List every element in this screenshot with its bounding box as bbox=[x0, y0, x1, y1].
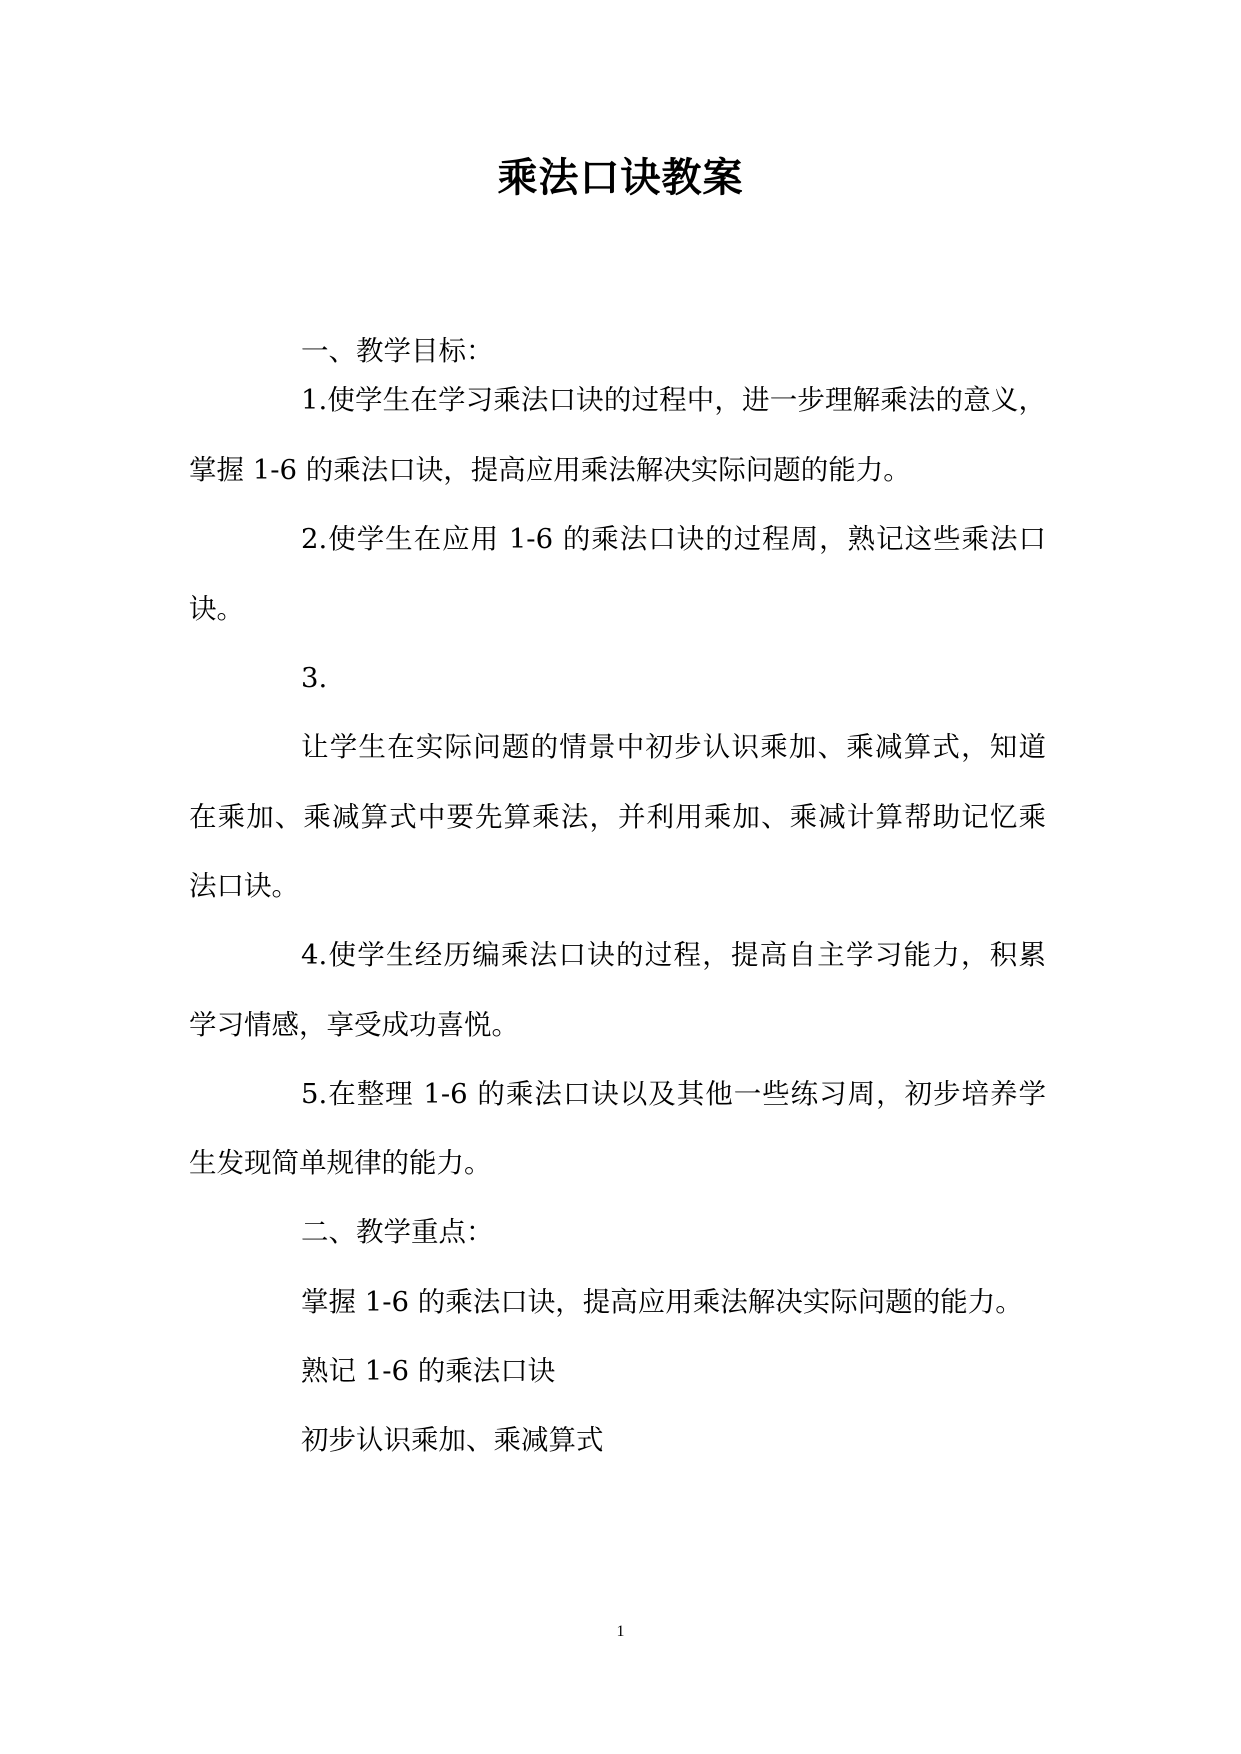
objective-4-line-1: 4.使学生经历编乘法口诀的过程，提高自主学习能力，积累 bbox=[301, 939, 1046, 971]
objective-1-line-2: 掌握 1-6 的乘法口诀，提高应用乘法解决实际问题的能力。 bbox=[189, 454, 911, 486]
objective-3-number: 3. bbox=[301, 662, 328, 694]
focus-item-1: 掌握 1-6 的乘法口诀，提高应用乘法解决实际问题的能力。 bbox=[301, 1286, 1023, 1318]
heading-teaching-objectives: 一、教学目标： bbox=[301, 335, 494, 367]
objective-3-line-2: 在乘加、乘减算式中要先算乘法，并利用乘加、乘减计算帮助记忆乘 bbox=[189, 801, 1046, 833]
objective-3-line-1: 让学生在实际问题的情景中初步认识乘加、乘减算式，知道 bbox=[301, 731, 1046, 763]
objective-5-line-2: 生发现简单规律的能力。 bbox=[189, 1147, 492, 1179]
page-number: 1 bbox=[616, 1623, 625, 1640]
objective-2-line-2: 诀。 bbox=[189, 593, 244, 625]
objective-2-line-1: 2.使学生在应用 1-6 的乘法口诀的过程周，熟记这些乘法口 bbox=[301, 523, 1046, 555]
objective-4-line-2: 学习情感，享受成功喜悦。 bbox=[189, 1009, 519, 1041]
focus-item-2: 熟记 1-6 的乘法口诀 bbox=[301, 1355, 556, 1387]
focus-item-3: 初步认识乘加、乘减算式 bbox=[301, 1424, 604, 1456]
heading-teaching-focus: 二、教学重点： bbox=[301, 1216, 494, 1248]
objective-3-line-3: 法口诀。 bbox=[189, 870, 299, 902]
document-title: 乘法口诀教案 bbox=[497, 155, 744, 201]
objective-5-line-1: 5.在整理 1-6 的乘法口诀以及其他一些练习周，初步培养学 bbox=[301, 1078, 1046, 1110]
objective-1-line-1: 1.使学生在学习乘法口诀的过程中，进一步理解乘法的意义， bbox=[301, 384, 1046, 416]
